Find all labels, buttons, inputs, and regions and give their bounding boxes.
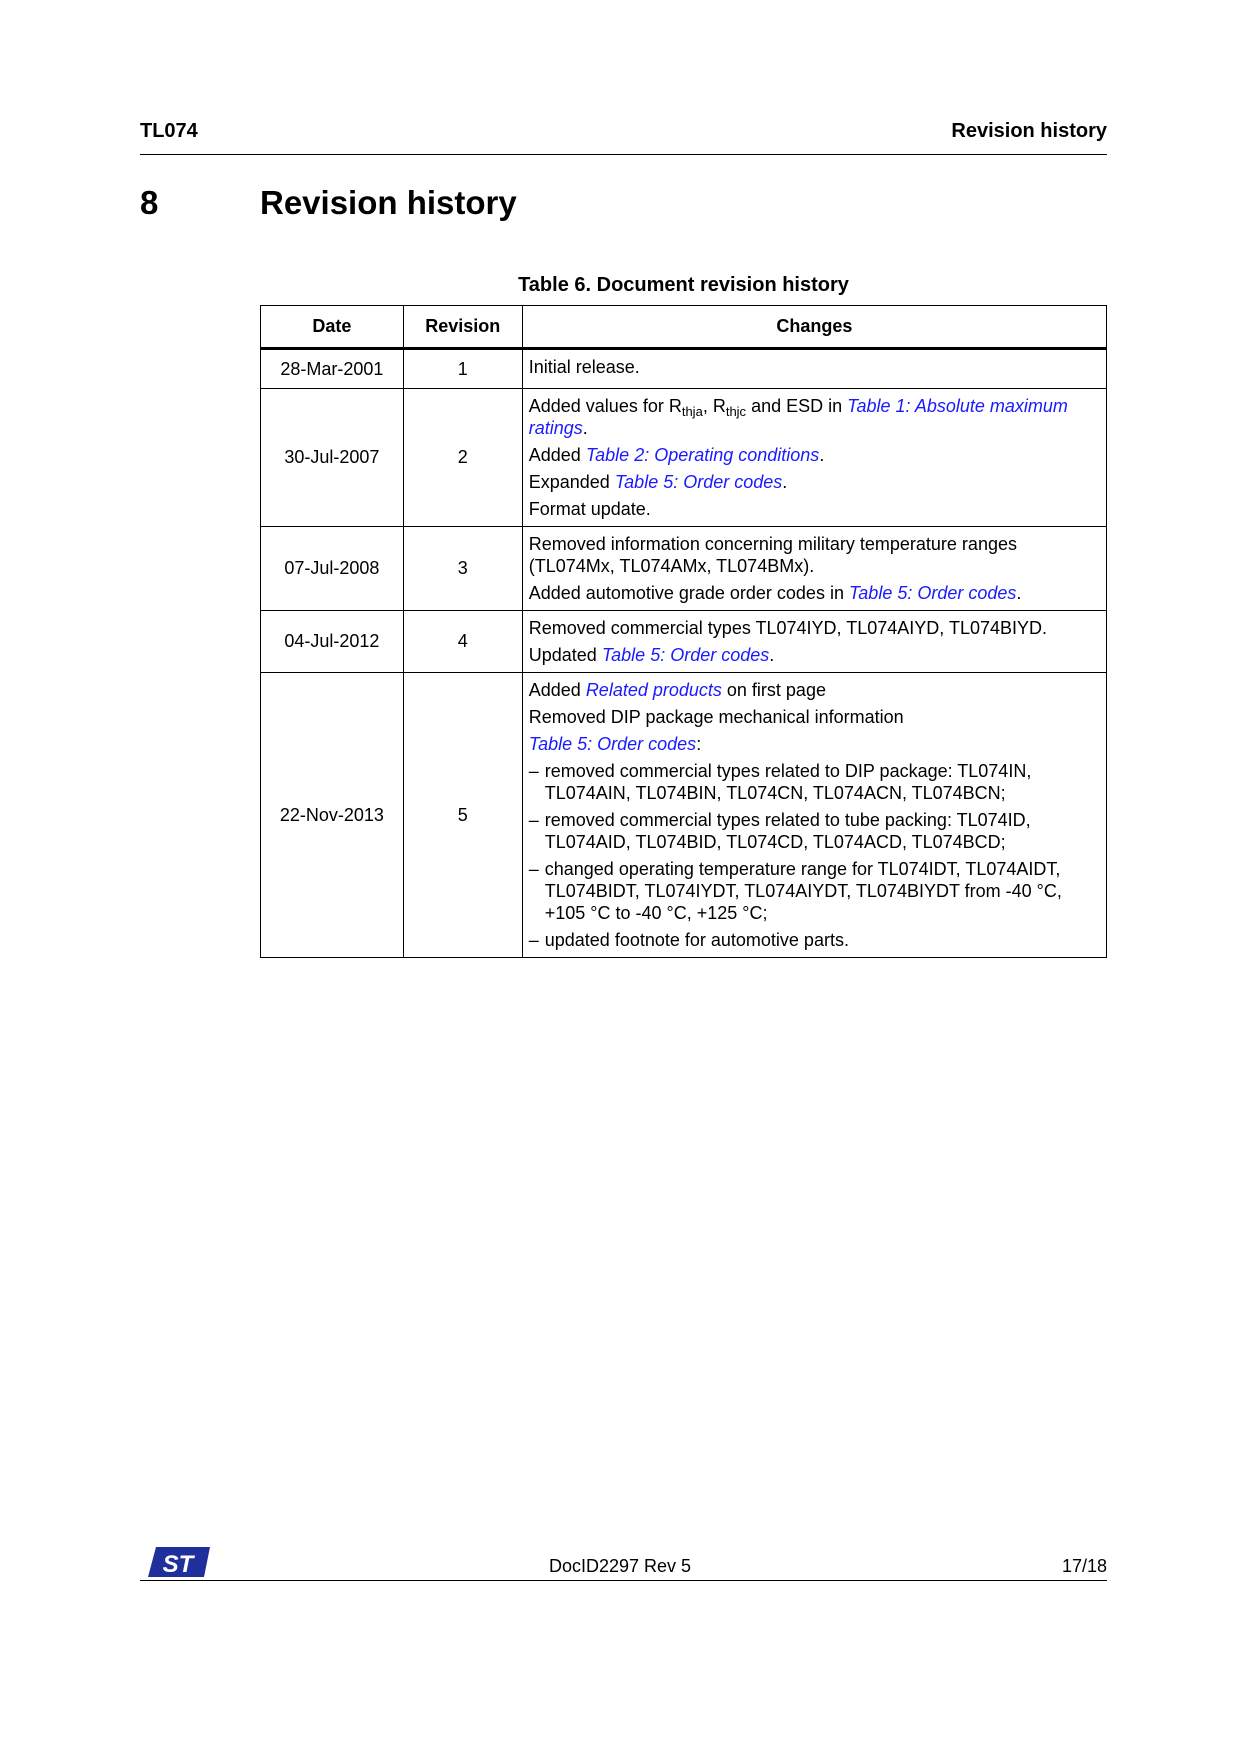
header-part-number: TL074: [140, 120, 198, 142]
column-header-changes: Changes: [522, 306, 1106, 349]
text-fragment: Expanded: [528, 472, 615, 492]
revision-cell: 1: [403, 349, 522, 389]
link-table-5[interactable]: Table 5: Order codes: [601, 645, 770, 665]
table-row: [261, 673, 1107, 958]
header-section-title: Revision history: [951, 120, 1107, 142]
text-fragment: :: [696, 734, 702, 754]
text-fragment: .: [819, 445, 825, 465]
change-list: [529, 760, 1099, 951]
change-text: [529, 582, 1099, 604]
table-caption: Table 6. Document revision history: [518, 274, 849, 296]
section-number: 8: [140, 184, 159, 221]
section-title: Revision history: [260, 184, 517, 221]
date-cell: 07-Jul-2008: [261, 527, 404, 611]
changes-cell: [522, 389, 1106, 527]
change-text: [529, 679, 1099, 701]
changes-cell: [522, 349, 1106, 389]
change-text: Removed DIP package mechanical information: [528, 707, 904, 727]
revision-cell: 5: [403, 673, 522, 958]
date-cell: 30-Jul-2007: [261, 389, 404, 527]
column-header-revision: Revision: [403, 306, 522, 349]
change-text: [529, 444, 1099, 466]
list-item: – removed commercial types related to tube packing: TL074ID, TL074AID, TL074BID, TL074CD, TL074ACD, TL074BCD;: [529, 809, 1099, 853]
table-row: [261, 349, 1107, 389]
text-fragment: Added: [528, 680, 586, 700]
text-fragment: Added: [528, 445, 586, 465]
change-text: [529, 471, 1099, 493]
text-fragment: .: [769, 645, 775, 665]
changes-cell: [522, 673, 1106, 958]
table-header-row: [261, 306, 1107, 349]
link-table-1[interactable]: Table 1: Absolute maximum ratings: [528, 396, 1068, 438]
text-fragment: on first page: [721, 680, 826, 700]
date-cell: 28-Mar-2001: [261, 349, 404, 389]
footer-page-number: 17/18: [1061, 1556, 1107, 1576]
revision-cell: 4: [403, 611, 522, 673]
link-table-5[interactable]: Table 5: Order codes: [528, 734, 697, 754]
text-fragment: .: [1016, 583, 1022, 603]
text-fragment: .: [782, 472, 788, 492]
table-row: [261, 611, 1107, 673]
changes-cell: [522, 611, 1106, 673]
list-item: – changed operating temperature range for TL074IDT, TL074AIDT, TL074BIDT, TL074IYDT, TL074AIYDT, TL074BIYDT from -40 °C, +105 °C to -40 °C, +125 °C;: [529, 858, 1099, 924]
text-fragment: and ESD in: [746, 396, 848, 416]
text-fragment: , R: [702, 396, 726, 416]
subscript: thjc: [725, 404, 747, 419]
subscript: thja: [681, 404, 703, 419]
footer-doc-id: DocID2297 Rev 5: [548, 1556, 692, 1576]
text-fragment: Added automotive grade order codes in: [528, 583, 849, 603]
table-row: [261, 389, 1107, 527]
change-text: Removed commercial types TL074IYD, TL074AIYD, TL074BIYD.: [528, 618, 1047, 638]
date-cell: 04-Jul-2012: [261, 611, 404, 673]
link-table-5[interactable]: Table 5: Order codes: [614, 472, 783, 492]
change-text: Removed information concerning military temperature ranges (TL074Mx, TL074AMx, TL074BMx).: [528, 534, 1017, 576]
change-text: [529, 644, 1099, 666]
table-row: [261, 527, 1107, 611]
list-item: – updated footnote for automotive parts.: [529, 929, 1099, 951]
text-fragment: .: [582, 418, 588, 438]
date-cell: 22-Nov-2013: [261, 673, 404, 958]
text-fragment: Added values for R: [528, 396, 682, 416]
change-text: [529, 733, 1099, 755]
changes-cell: [522, 527, 1106, 611]
page-header: [140, 120, 1107, 155]
change-text: [529, 395, 1099, 439]
link-table-2[interactable]: Table 2: Operating conditions: [585, 445, 820, 465]
revision-history-table: [260, 305, 1107, 958]
text-fragment: Updated: [528, 645, 602, 665]
footer-divider: [140, 1580, 1107, 1581]
column-header-date: Date: [261, 306, 404, 349]
link-related-products[interactable]: Related products: [585, 680, 722, 700]
list-item: – removed commercial types related to DIP package: TL074IN, TL074AIN, TL074BIN, TL074CN, TL074ACN, TL074BCN;: [529, 760, 1099, 804]
change-text: Initial release.: [528, 357, 640, 377]
link-table-5[interactable]: Table 5: Order codes: [848, 583, 1017, 603]
revision-cell: 3: [403, 527, 522, 611]
change-text: Format update.: [528, 499, 651, 519]
st-logo-text: ST: [162, 1551, 194, 1578]
revision-cell: 2: [403, 389, 522, 527]
